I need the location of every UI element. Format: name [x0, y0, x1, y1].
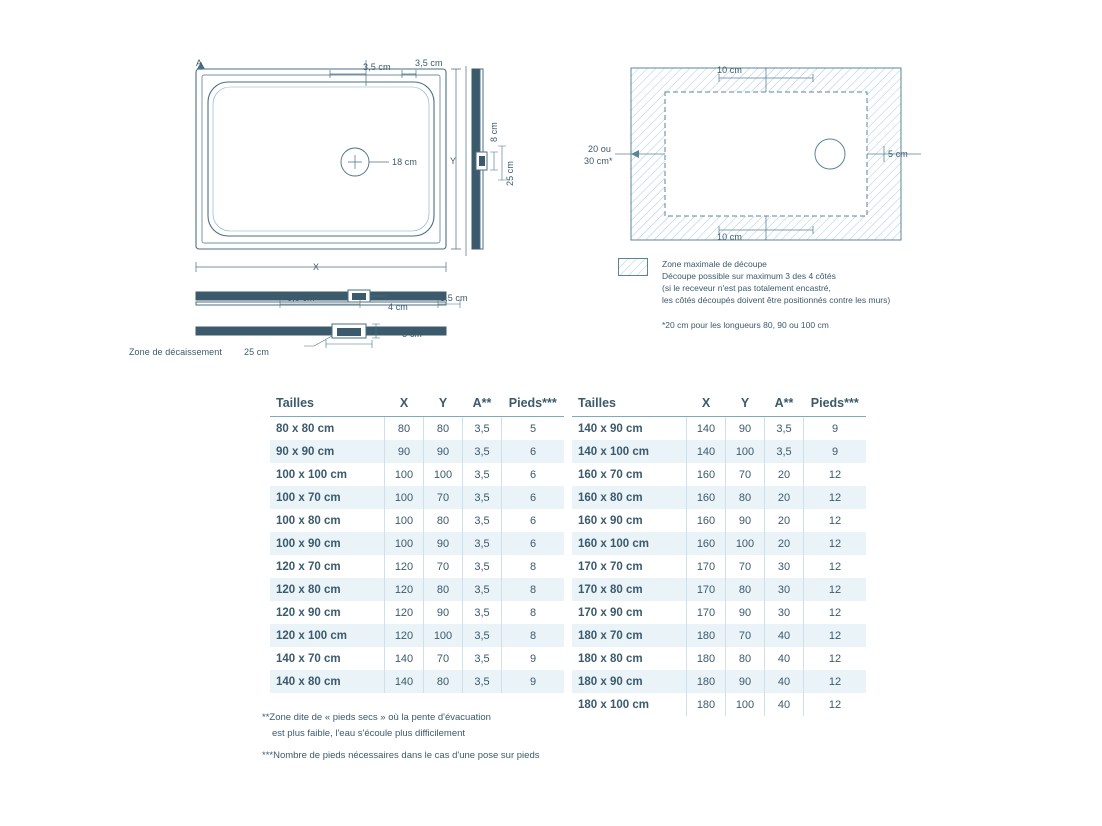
- cell-y: 70: [424, 486, 463, 509]
- col-header-a: A**: [765, 392, 804, 417]
- col-header-tailles: Tailles: [572, 392, 687, 417]
- col-header-pieds: Pieds***: [804, 392, 867, 417]
- cell-a: 3,5: [463, 486, 502, 509]
- cell-x: 80: [385, 417, 424, 441]
- table-row: [572, 670, 866, 693]
- cell-pieds: 8: [502, 624, 565, 647]
- label-cut-left-line2: 30 cm*: [584, 156, 613, 166]
- cell-size-name: 140 x 80 cm: [270, 670, 385, 693]
- cell-pieds: 6: [502, 532, 565, 555]
- cell-y: 90: [424, 601, 463, 624]
- cell-pieds: 12: [804, 486, 867, 509]
- cell-a: 3,5: [463, 509, 502, 532]
- cell-x: 100: [385, 463, 424, 486]
- label-dim-35-right: 3,5 cm: [440, 293, 468, 303]
- cell-x: 170: [687, 601, 726, 624]
- cell-x: 170: [687, 578, 726, 601]
- cell-a: 40: [765, 670, 804, 693]
- label-corner-a: A: [196, 58, 203, 68]
- cell-y: 80: [424, 578, 463, 601]
- cell-size-name: 170 x 80 cm: [572, 578, 687, 601]
- table-row: [270, 486, 564, 509]
- label-side-25cm: 25 cm: [505, 160, 515, 186]
- cell-size-name: 180 x 80 cm: [572, 647, 687, 670]
- cell-y: 100: [424, 624, 463, 647]
- cell-size-name: 160 x 90 cm: [572, 509, 687, 532]
- cell-a: 20: [765, 486, 804, 509]
- cell-a: 3,5: [765, 440, 804, 463]
- cell-y: 70: [726, 555, 765, 578]
- table-row: [572, 463, 866, 486]
- label-zone-decaissement: Zone de décaissement: [128, 347, 222, 357]
- label-dim-8: 8 cm: [402, 329, 422, 339]
- cell-size-name: 180 x 90 cm: [572, 670, 687, 693]
- cell-pieds: 6: [502, 463, 565, 486]
- table-row: [572, 601, 866, 624]
- cell-x: 90: [385, 440, 424, 463]
- cell-size-name: 140 x 100 cm: [572, 440, 687, 463]
- footnote-3: ***Nombre de pieds nécessaires dans le cas d'une pose sur pieds: [262, 750, 540, 761]
- cell-size-name: 100 x 100 cm: [270, 463, 385, 486]
- cell-pieds: 12: [804, 509, 867, 532]
- label-side-8cm: 8 cm: [489, 122, 499, 142]
- cell-y: 70: [424, 555, 463, 578]
- table-row: [270, 532, 564, 555]
- cell-y: 100: [726, 440, 765, 463]
- cell-x: 140: [385, 647, 424, 670]
- sizes-table-left: [270, 392, 564, 693]
- label-dim-25: 25 cm: [244, 347, 270, 357]
- cell-a: 3,5: [463, 440, 502, 463]
- cell-size-name: 90 x 90 cm: [270, 440, 385, 463]
- col-header-y: Y: [424, 392, 463, 417]
- cell-pieds: 5: [502, 417, 565, 441]
- cell-pieds: 12: [804, 647, 867, 670]
- cell-pieds: 12: [804, 578, 867, 601]
- cell-a: 3,5: [463, 532, 502, 555]
- cell-pieds: 12: [804, 624, 867, 647]
- label-cut-bottom-10: 10 cm: [717, 232, 743, 242]
- cell-x: 180: [687, 647, 726, 670]
- cell-pieds: 6: [502, 486, 565, 509]
- cell-a: 3,5: [463, 417, 502, 441]
- cell-a: 40: [765, 647, 804, 670]
- cell-y: 70: [726, 463, 765, 486]
- cell-pieds: 12: [804, 670, 867, 693]
- table-row: [270, 578, 564, 601]
- legend-line-2: (si le receveur n'est pas totalement encastré,: [662, 283, 831, 293]
- table-row: [572, 486, 866, 509]
- cell-size-name: 160 x 80 cm: [572, 486, 687, 509]
- cell-a: 3,5: [463, 601, 502, 624]
- cell-y: 100: [726, 693, 765, 716]
- label-axis-y: Y: [450, 156, 457, 166]
- label-dim-18: 18 cm: [392, 157, 418, 167]
- table-row: [270, 601, 564, 624]
- table-row: [572, 693, 866, 716]
- cell-pieds: 12: [804, 601, 867, 624]
- cell-pieds: 9: [502, 647, 565, 670]
- cell-a: 30: [765, 601, 804, 624]
- cell-y: 90: [726, 417, 765, 441]
- table-row: [572, 578, 866, 601]
- cell-x: 140: [687, 440, 726, 463]
- col-header-x: X: [385, 392, 424, 417]
- cell-x: 120: [385, 601, 424, 624]
- cell-x: 120: [385, 578, 424, 601]
- cell-y: 90: [424, 440, 463, 463]
- table-row: [270, 670, 564, 693]
- cell-x: 160: [687, 532, 726, 555]
- cell-a: 20: [765, 509, 804, 532]
- cell-y: 100: [424, 463, 463, 486]
- cut-zone-note: *20 cm pour les longueurs 80, 90 ou 100 cm: [662, 320, 829, 330]
- cell-y: 80: [424, 417, 463, 441]
- label-dim-35-top-right: 3,5 cm: [415, 58, 443, 68]
- cell-x: 170: [687, 555, 726, 578]
- cell-x: 100: [385, 486, 424, 509]
- table-row: [572, 555, 866, 578]
- cell-size-name: 100 x 70 cm: [270, 486, 385, 509]
- cell-x: 160: [687, 509, 726, 532]
- cell-size-name: 120 x 90 cm: [270, 601, 385, 624]
- cell-a: 20: [765, 532, 804, 555]
- legend-title: Zone maximale de découpe: [662, 259, 767, 269]
- legend-line-3: les côtés découpés doivent être positionnés contre les murs): [662, 295, 891, 305]
- legend-line-1: Découpe possible sur maximum 3 des 4 côtés: [662, 271, 836, 281]
- cell-pieds: 6: [502, 440, 565, 463]
- cell-pieds: 9: [502, 670, 565, 693]
- cell-size-name: 80 x 80 cm: [270, 417, 385, 441]
- cell-size-name: 100 x 90 cm: [270, 532, 385, 555]
- cell-size-name: 160 x 100 cm: [572, 532, 687, 555]
- cell-y: 70: [424, 647, 463, 670]
- cell-a: 3,5: [463, 670, 502, 693]
- cell-a: 3,5: [463, 647, 502, 670]
- cell-x: 120: [385, 555, 424, 578]
- table-row: [270, 440, 564, 463]
- cell-size-name: 160 x 70 cm: [572, 463, 687, 486]
- cell-x: 120: [385, 624, 424, 647]
- cell-size-name: 170 x 90 cm: [572, 601, 687, 624]
- label-axis-x: X: [313, 262, 320, 272]
- col-header-pieds: Pieds***: [502, 392, 565, 417]
- cell-a: 3,5: [463, 463, 502, 486]
- cell-pieds: 8: [502, 601, 565, 624]
- cell-a: 3,5: [463, 624, 502, 647]
- cell-size-name: 140 x 70 cm: [270, 647, 385, 670]
- cell-a: 3,5: [463, 555, 502, 578]
- cell-a: 3,5: [765, 417, 804, 441]
- label-cut-left-line1: 20 ou: [588, 144, 612, 154]
- cell-pieds: 12: [804, 463, 867, 486]
- cell-y: 70: [726, 624, 765, 647]
- table-row: [572, 417, 866, 441]
- cell-size-name: 140 x 90 cm: [572, 417, 687, 441]
- table-row: [270, 417, 564, 441]
- table-row: [270, 509, 564, 532]
- cell-x: 180: [687, 693, 726, 716]
- col-header-tailles: Tailles: [270, 392, 385, 417]
- table-row: [270, 624, 564, 647]
- cell-x: 100: [385, 532, 424, 555]
- table-row: [270, 463, 564, 486]
- cell-a: 30: [765, 578, 804, 601]
- cell-size-name: 120 x 100 cm: [270, 624, 385, 647]
- footnote-2: est plus faible, l'eau s'écoule plus difficilement: [272, 728, 466, 739]
- cell-y: 80: [424, 509, 463, 532]
- sizes-table-right: [572, 392, 866, 716]
- table-row: [572, 440, 866, 463]
- cell-a: 40: [765, 624, 804, 647]
- cell-y: 90: [424, 532, 463, 555]
- table-row: [572, 647, 866, 670]
- cell-size-name: 180 x 70 cm: [572, 624, 687, 647]
- cell-pieds: 6: [502, 509, 565, 532]
- cell-y: 90: [726, 509, 765, 532]
- legend-hatch-swatch: [618, 258, 648, 276]
- cell-size-name: 170 x 70 cm: [572, 555, 687, 578]
- table-header-row: [572, 392, 866, 417]
- cell-pieds: 8: [502, 555, 565, 578]
- cell-size-name: 100 x 80 cm: [270, 509, 385, 532]
- cell-y: 90: [726, 601, 765, 624]
- cell-x: 100: [385, 509, 424, 532]
- cell-size-name: 180 x 100 cm: [572, 693, 687, 716]
- table-row: [270, 647, 564, 670]
- cell-x: 140: [385, 670, 424, 693]
- label-dim-65: 6,5 cm: [287, 293, 315, 303]
- table-header-row: [270, 392, 564, 417]
- table-row: [572, 509, 866, 532]
- cell-a: 30: [765, 555, 804, 578]
- cell-pieds: 12: [804, 532, 867, 555]
- col-header-a: A**: [463, 392, 502, 417]
- cell-size-name: 120 x 70 cm: [270, 555, 385, 578]
- cell-pieds: 12: [804, 555, 867, 578]
- cell-a: 20: [765, 463, 804, 486]
- cell-x: 160: [687, 486, 726, 509]
- col-header-y: Y: [726, 392, 765, 417]
- cell-pieds: 9: [804, 440, 867, 463]
- legend-hatch-icon: [619, 259, 647, 275]
- cell-y: 80: [726, 647, 765, 670]
- cell-pieds: 9: [804, 417, 867, 441]
- cell-x: 180: [687, 670, 726, 693]
- table-row: [572, 624, 866, 647]
- cell-x: 140: [687, 417, 726, 441]
- cell-y: 80: [726, 486, 765, 509]
- cell-y: 100: [726, 532, 765, 555]
- label-dim-35-top-left: 3,5 cm: [363, 62, 391, 72]
- footnote-1: **Zone dite de « pieds secs » où la pente d'évacuation: [262, 712, 491, 723]
- col-header-x: X: [687, 392, 726, 417]
- cell-y: 90: [726, 670, 765, 693]
- label-cut-top-10: 10 cm: [717, 65, 743, 75]
- cell-y: 80: [424, 670, 463, 693]
- cell-size-name: 120 x 80 cm: [270, 578, 385, 601]
- cell-a: 40: [765, 693, 804, 716]
- table-row: [270, 555, 564, 578]
- cell-pieds: 12: [804, 693, 867, 716]
- label-cut-right-5: 5 cm: [888, 149, 908, 159]
- cell-x: 160: [687, 463, 726, 486]
- cell-y: 80: [726, 578, 765, 601]
- cell-pieds: 8: [502, 578, 565, 601]
- label-dim-4: 4 cm: [388, 302, 408, 312]
- cell-a: 3,5: [463, 578, 502, 601]
- cell-x: 180: [687, 624, 726, 647]
- table-row: [572, 532, 866, 555]
